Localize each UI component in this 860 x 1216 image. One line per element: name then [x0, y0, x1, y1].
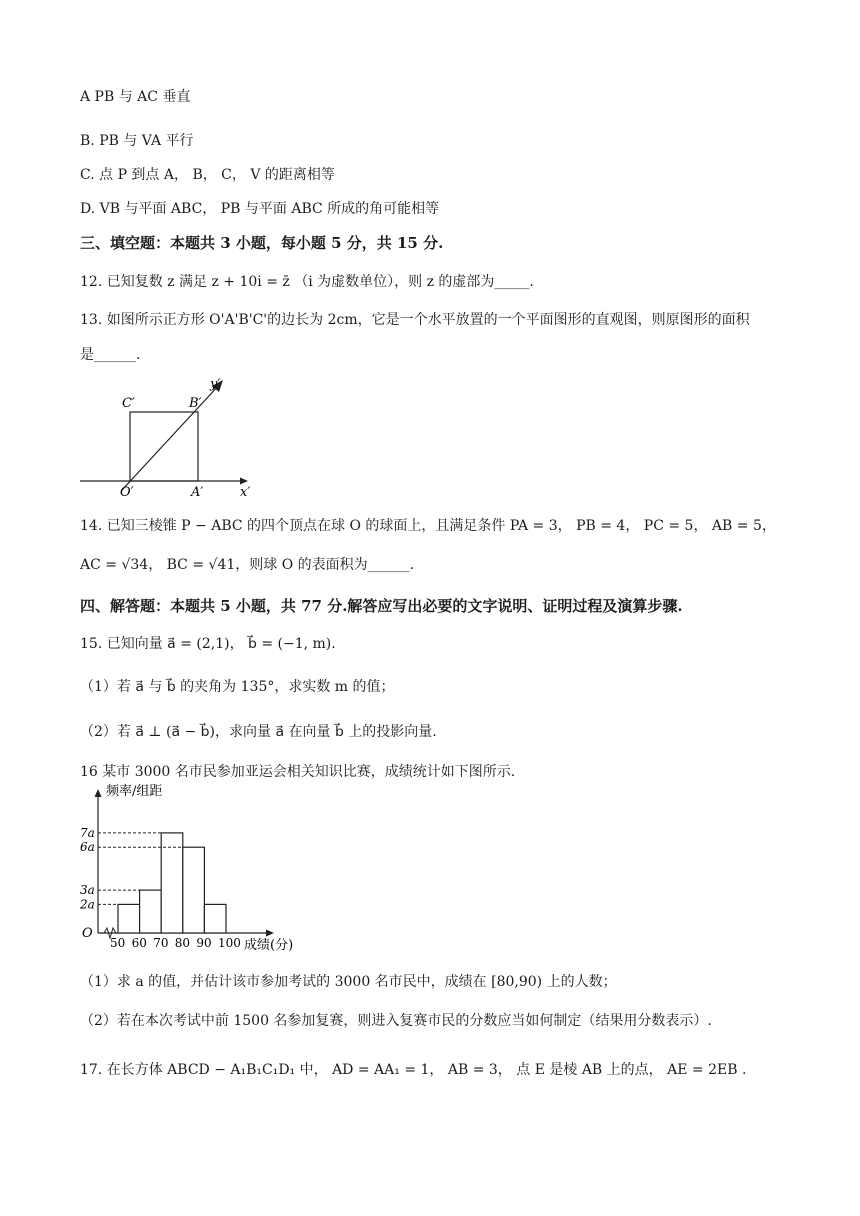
y-tick-label: 2a [80, 897, 95, 912]
y-tick-label: 7a [80, 825, 95, 840]
y-tick-label: 3a [80, 883, 95, 898]
question-15-part2: （2）若 a⃗ ⊥ (a⃗ − b⃗)，求向量 a⃗ 在向量 b⃗ 上的投影向量. [80, 724, 437, 740]
label-o: O′ [120, 485, 134, 500]
option-a: A PB 与 AC 垂直 [80, 89, 191, 105]
x-tick-label: 100 [218, 936, 241, 950]
option-d: D. VB 与平面 ABC， PB 与平面 ABC 所成的角可能相等 [80, 201, 440, 217]
section-heading-fill-blank: 三、填空题：本题共 3 小题，每小题 5 分，共 15 分. [80, 234, 444, 252]
histogram-bar [183, 847, 205, 933]
y-tick-label: 6a [80, 840, 95, 855]
section-heading-solutions: 四、解答题：本题共 5 小题，共 77 分.解答应写出必要的文字说明、证明过程及演算步骤. [80, 597, 683, 615]
origin-label: O [82, 926, 93, 941]
y-axis-arrow [95, 789, 102, 797]
question-12: 12. 已知复数 z 满足 z + 10i = z̄ （i 为虚数单位），则 z 的虚部为_____. [80, 274, 534, 290]
x-axis-arrow [266, 930, 274, 937]
x-tick-label: 60 [131, 936, 147, 950]
question-17: 17. 在长方体 ABCD − A₁B₁C₁D₁ 中， AD = AA₁ = 1， AB = 3， 点 E 是棱 AB 上的点， AE = 2EB . [80, 1062, 747, 1078]
question-15: 15. 已知向量 a⃗ = (2,1)， b⃗ = (−1, m). [80, 636, 336, 652]
question-16-part1: （1）求 a 的值，并估计该市参加考试的 3000 名市民中，成绩在 [80,90) 上的人数； [80, 974, 617, 990]
histogram-bar [140, 890, 162, 933]
x-tick-label: 70 [153, 936, 169, 950]
question-14-line1: 14. 已知三棱锥 P − ABC 的四个顶点在球 O 的球面上，且满足条件 PA = 3， PB = 4， PC = 5， AB = 5， [80, 518, 776, 534]
histogram-bar [204, 904, 226, 933]
x-axis-arrow [240, 478, 248, 485]
x-tick-label: 50 [110, 936, 126, 950]
x-tick-label: 90 [196, 936, 212, 950]
question-16-part2: （2）若在本次考试中前 1500 名参加复赛，则进入复赛市民的分数应当如何制定（结果用分数表示）. [80, 1013, 712, 1029]
label-c: C′ [122, 396, 135, 411]
histogram-bar [161, 833, 183, 933]
y-axis-title: 频率/组距 [106, 784, 163, 799]
question-16-histogram [78, 783, 318, 955]
question-14-line2: AC = √34， BC = √41，则球 O 的表面积为______. [80, 557, 415, 573]
question-13-figure [80, 372, 260, 502]
question-13-line2: 是______. [80, 347, 141, 363]
option-b: B. PB 与 VA 平行 [80, 133, 194, 149]
question-16: 16 某市 3000 名市民参加亚运会相关知识比赛，成绩统计如下图所示. [80, 764, 516, 780]
label-y: y′ [210, 377, 221, 392]
label-b: B′ [189, 396, 202, 411]
x-tick-label: 80 [174, 936, 191, 950]
x-axis-title: 成绩(分) [244, 938, 294, 953]
y-axis [122, 384, 220, 490]
label-x: x′ [240, 485, 251, 500]
question-13-line1: 13. 如图所示正方形 O'A'B'C'的边长为 2cm，它是一个水平放置的一个平面图形的直观图，则原图形的面积 [80, 312, 750, 328]
histogram-bar [118, 904, 140, 933]
question-15-part1: （1）若 a⃗ 与 b⃗ 的夹角为 135°，求实数 m 的值； [80, 679, 395, 695]
option-c: C. 点 P 到点 A， B， C， V 的距离相等 [80, 167, 335, 183]
label-a: A′ [191, 485, 204, 500]
